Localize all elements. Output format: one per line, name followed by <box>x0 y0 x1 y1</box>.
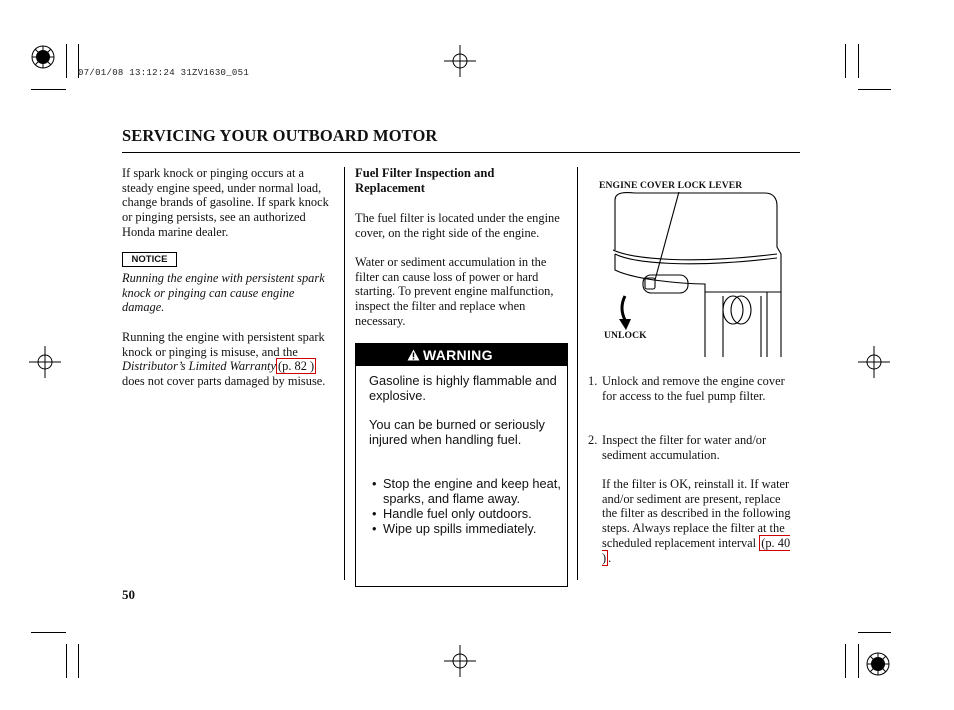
misuse-text-end: does not cover parts damaged by misuse. <box>122 374 326 389</box>
notice-label: NOTICE <box>131 254 168 265</box>
engine-cover-illustration <box>595 192 795 362</box>
registration-crosshair-icon <box>29 346 61 378</box>
filter-replacement-text: If the filter is OK, reinstall it. If water and/or sediment are present, replace the filter as described in the following steps. Always replace the filter at the scheduled replacement interval <box>602 477 791 550</box>
registration-crosshair-icon <box>858 346 890 378</box>
fuel-filter-location-paragraph: The fuel filter is located under the engine cover, on the right side of the engine. <box>355 211 560 240</box>
warning-label: WARNING <box>423 347 493 363</box>
notice-text: Running the engine with persistent spark knock or pinging can cause engine damage. <box>122 271 325 315</box>
page-number: 50 <box>122 587 135 602</box>
registration-crosshair-icon <box>444 645 476 677</box>
step-text: Unlock and remove the engine cover for access to the fuel pump filter. <box>602 374 785 403</box>
warning-burn-text: You can be burned or seriously injured when handling fuel. <box>369 417 545 447</box>
warning-list-item: • Handle fuel only outdoors. <box>369 506 561 521</box>
figure-label-lock-lever: ENGINE COVER LOCK LEVER <box>599 180 743 191</box>
warning-box <box>355 343 568 587</box>
misuse-text: Running the engine with persistent spark knock or pinging is misuse, and the <box>122 330 325 359</box>
registration-sunburst-icon <box>866 652 890 676</box>
warning-triangle-icon <box>407 349 420 361</box>
warranty-page-link[interactable]: (p. 82 ) <box>278 359 315 374</box>
registration-crosshair-icon <box>444 45 476 77</box>
misuse-paragraph <box>122 330 334 389</box>
page-title: SERVICING YOUR OUTBOARD MOTOR <box>122 126 438 145</box>
step-number: 1. <box>588 374 598 388</box>
section-heading: Fuel Filter Inspection and Replacement <box>355 166 495 195</box>
replacement-interval-link[interactable]: (p. 40 ) <box>602 535 791 565</box>
warning-list <box>369 476 561 536</box>
sentence-end: . <box>608 550 612 565</box>
warning-header-bar <box>356 344 567 366</box>
notice-badge <box>122 252 177 267</box>
step-number: 2. <box>588 433 598 447</box>
warning-list-item: • Wipe up spills immediately. <box>369 521 561 536</box>
column-divider <box>577 167 578 580</box>
print-mark: 07/01/08 13:12:24 31ZV1630_051 <box>78 68 250 78</box>
header-rule <box>122 152 800 153</box>
column-divider <box>344 167 345 580</box>
spark-knock-paragraph: If spark knock or pinging occurs at a steady engine speed, under normal load, change brands of gasoline. If spark knock or pinging persists, see an authorized Honda marine dealer. <box>122 166 329 239</box>
step-text: Inspect the filter for water and/or sediment accumulation. <box>602 433 767 462</box>
figure-label-unlock: UNLOCK <box>604 330 647 341</box>
warranty-name: Distributor’s Limited Warranty <box>122 359 276 374</box>
fuel-filter-accumulation-paragraph: Water or sediment accumulation in the filter can cause loss of power or hard starting. To prevent engine malfunction, inspect the filter and replace when necessary. <box>355 255 554 328</box>
filter-replacement-paragraph <box>602 477 798 565</box>
warning-list-item: • Stop the engine and keep heat, sparks, and flame away. <box>369 476 561 506</box>
warning-flammable-text: Gasoline is highly flammable and explosive. <box>369 373 557 403</box>
registration-sunburst-icon <box>31 45 55 69</box>
